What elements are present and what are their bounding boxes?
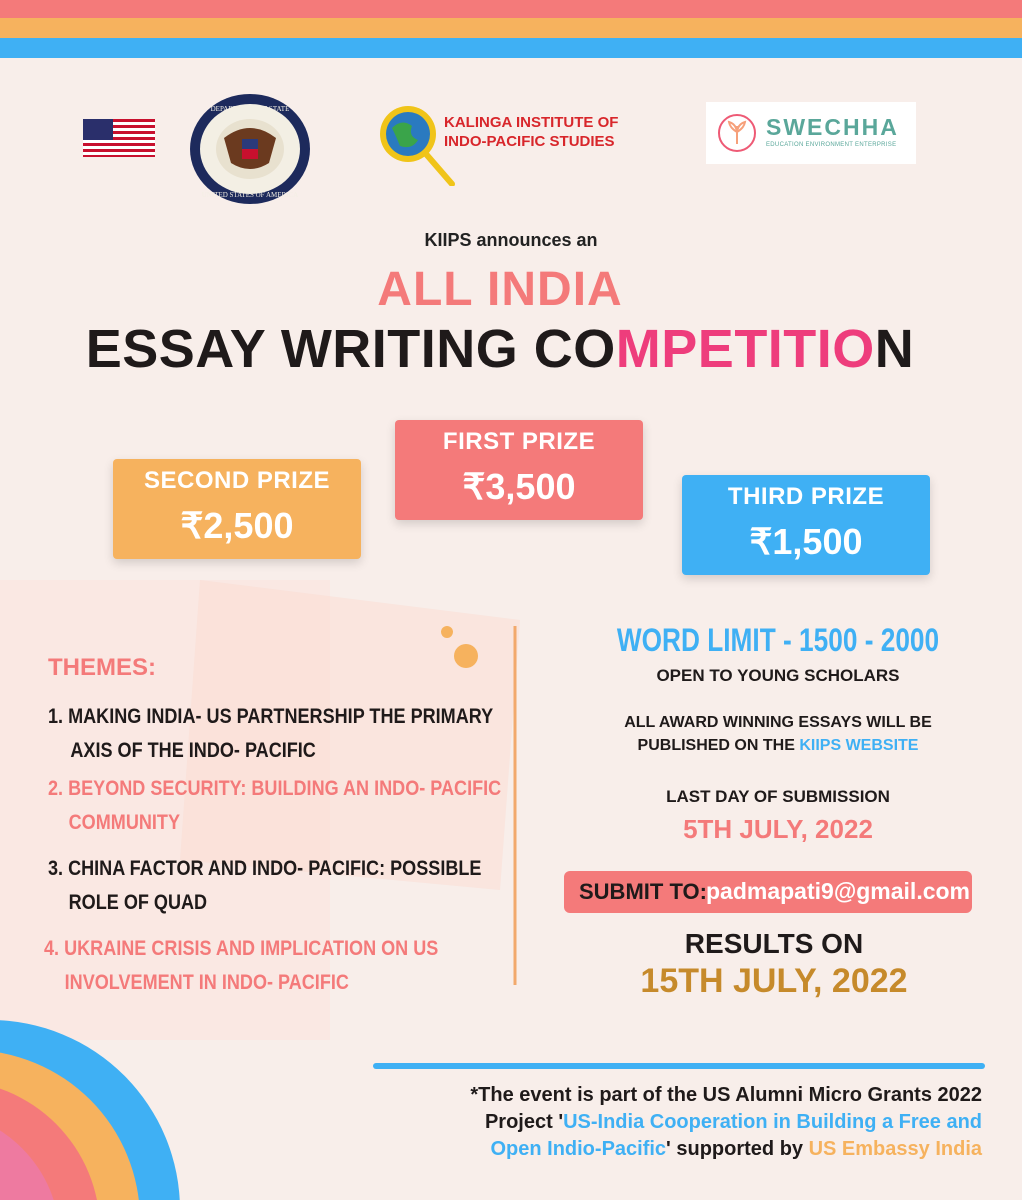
us-flag-icon <box>83 119 155 157</box>
svg-text:UNITED STATES OF AMERICA: UNITED STATES OF AMERICA <box>201 191 299 199</box>
kiips-website-link[interactable]: KIIPS WEBSITE <box>799 737 919 754</box>
theme-1-line2: AXIS OF THE INDO- PACIFIC <box>70 739 316 762</box>
third-prize-card <box>682 475 930 575</box>
footer-text <box>340 1082 982 1163</box>
kiips-name-line2: INDO-PACIFIC STUDIES <box>444 133 615 150</box>
footer-project-prefix: Project ' <box>484 1111 564 1133</box>
top-stripe-coral <box>0 0 1022 18</box>
third-prize-label: THIRD PRIZE <box>727 483 885 510</box>
published-prefix: PUBLISHED ON THE <box>637 737 800 754</box>
swechha-leaf-icon <box>716 112 758 154</box>
theme-item-1 <box>48 700 493 768</box>
title-essay-competition <box>0 318 1000 380</box>
submit-label: SUBMIT TO: <box>579 879 707 904</box>
third-prize-value: ₹1,500 <box>749 521 863 562</box>
theme-1-line1: 1. MAKING INDIA- US PARTNERSHIP THE PRIMARY <box>48 705 494 728</box>
themes-heading: THEMES: <box>48 654 156 681</box>
footer-line3 <box>340 1136 982 1163</box>
theme-item-4 <box>44 932 438 1000</box>
first-prize-value: ₹3,500 <box>462 466 576 507</box>
submit-box <box>564 871 972 913</box>
theme-item-3 <box>48 852 481 920</box>
title-all-india: ALL INDIA <box>377 263 623 316</box>
title-part1: ESSAY WRITING CO <box>85 319 616 379</box>
top-stripe-blue <box>0 38 1022 58</box>
department-of-state-seal-icon <box>189 93 311 205</box>
footer-org: US Embassy India <box>808 1138 982 1160</box>
results-label: RESULTS ON <box>684 928 864 959</box>
theme-4-line2: INVOLVEMENT IN INDO- PACIFIC <box>64 971 349 994</box>
first-prize-card <box>395 420 643 520</box>
theme-3-line2: ROLE OF QUAD <box>68 891 208 914</box>
footer-project-title-part1: US-India Cooperation in Building a Free and <box>563 1111 982 1133</box>
svg-text:DEPARTMENT OF STATE: DEPARTMENT OF STATE <box>210 105 290 113</box>
second-prize-label: SECOND PRIZE <box>143 467 331 494</box>
theme-2-line1: 2. BEYOND SECURITY: BUILDING AN INDO- PACIFIC <box>48 777 502 800</box>
second-prize-value: ₹2,500 <box>180 505 294 546</box>
kiips-name-line1: KALINGA INSTITUTE OF <box>444 114 619 131</box>
word-limit: WORD LIMIT - 1500 - 2000 <box>616 622 940 658</box>
footer-project-title-part2: Open Indio-Pacific <box>490 1138 667 1160</box>
title-part2: MPETITIO <box>615 319 875 379</box>
theme-item-2 <box>48 772 501 840</box>
kiips-name <box>444 113 618 151</box>
footer-supported-by: ' supported by <box>666 1138 809 1160</box>
published-line1: ALL AWARD WINNING ESSAYS WILL BE <box>624 714 932 731</box>
theme-3-line1: 3. CHINA FACTOR AND INDO- PACIFIC: POSSIBLE <box>48 857 482 880</box>
published-text <box>560 711 996 757</box>
results-date: 15TH JULY, 2022 <box>640 962 908 1000</box>
published-line2 <box>560 734 996 757</box>
last-day-date: 5TH JULY, 2022 <box>683 814 873 844</box>
theme-2-line2: COMMUNITY <box>68 811 181 834</box>
submit-email[interactable]: padmapati9@gmail.com <box>706 878 970 904</box>
last-day-label: LAST DAY OF SUBMISSION <box>666 787 890 806</box>
footer-line1: *The event is part of the US Alumni Micro Grants 2022 <box>470 1084 982 1106</box>
open-to-text: OPEN TO YOUNG SCHOLARS <box>656 666 900 685</box>
top-stripe-orange <box>0 18 1022 38</box>
swechha-name: SWECHHA <box>766 114 899 140</box>
announce-text: KIIPS announces an <box>424 230 598 250</box>
first-prize-label: FIRST PRIZE <box>442 428 596 455</box>
swechha-logo <box>706 102 916 164</box>
theme-4-line1: 4. UKRAINE CRISIS AND IMPLICATION ON US <box>44 937 439 960</box>
title-part3: N <box>874 319 915 379</box>
footer-line2 <box>340 1109 982 1136</box>
swechha-tagline: EDUCATION ENVIRONMENT ENTERPRISE <box>766 142 897 148</box>
second-prize-card <box>113 459 361 559</box>
footer-divider <box>373 1063 985 1069</box>
